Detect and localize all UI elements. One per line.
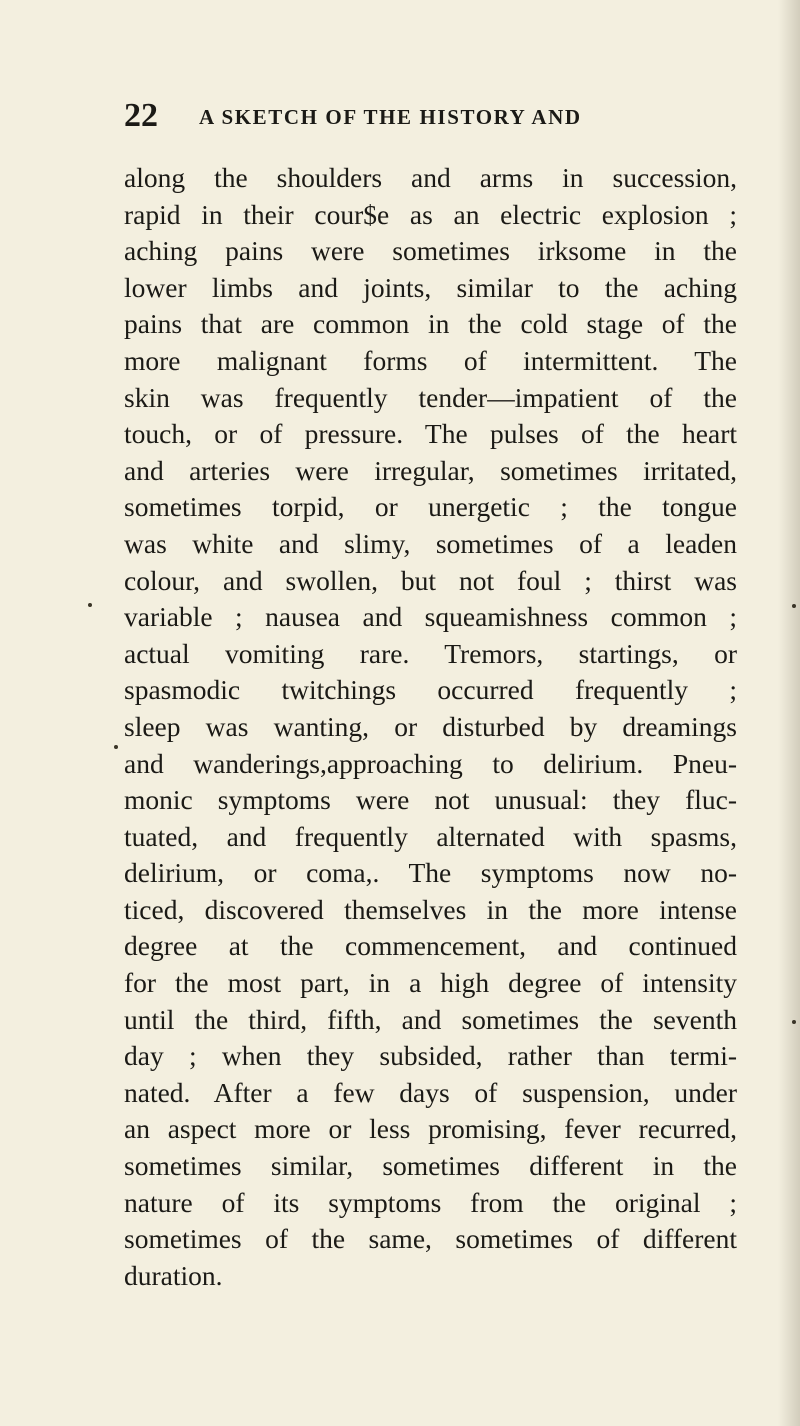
text-line: degree at the commencement, and continued [124,930,737,962]
page-header [124,96,744,136]
text-line: touch, or of pressure. The pulses of the heart [124,418,737,450]
margin-speck [792,1020,796,1024]
text-line: spasmodic twitchings occurred frequently ; [124,674,737,706]
text-line: until the third, fifth, and sometimes the seventh [124,1003,737,1035]
text-line: nated. After a few days of suspension, under [124,1076,737,1108]
text-line: an aspect more or less promising, fever recurred, [124,1113,737,1145]
text-line-last: duration. [124,1259,223,1291]
text-line: and arteries were irregular, sometimes irritated, [124,454,737,486]
margin-speck [792,604,796,608]
text-line: skin was frequently tender—impatient of the [124,381,737,413]
text-line: actual vomiting rare. Tremors, startings, or [124,637,737,669]
text-line: sometimes of the same, sometimes of different [124,1223,737,1255]
text-line: sometimes torpid, or unergetic ; the tongue [124,491,737,523]
text-line: and wanderings,approaching to delirium. Pneu- [124,747,737,779]
text-line: pains that are common in the cold stage of the [124,308,737,340]
text-line: colour, and swollen, but not foul ; thirst was [124,564,737,596]
text-line: ticed, discovered themselves in the more intense [124,893,737,925]
text-line: day ; when they subsided, rather than termi- [124,1040,737,1072]
page-edge-shadow [778,0,800,1426]
running-head: A SKETCH OF THE HISTORY AND [199,105,582,129]
body-text [124,160,737,1294]
text-line: lower limbs and joints, similar to the aching [124,271,737,303]
page-number: 22 [124,97,158,134]
text-line: sleep was wanting, or disturbed by dreamings [124,710,737,742]
text-line: more malignant forms of intermittent. The [124,344,737,376]
text-line: was white and slimy, sometimes of a leaden [124,527,737,559]
text-line: rapid in their cour$e as an electric explosion ; [124,198,737,230]
text-line: monic symptoms were not unusual: they fluc- [124,784,737,816]
text-line: for the most part, in a high degree of intensity [124,967,737,999]
text-line: variable ; nausea and squeamishness common ; [124,601,737,633]
text-line: aching pains were sometimes irksome in the [124,235,737,267]
text-line: sometimes similar, sometimes different in the [124,1150,737,1182]
text-line: nature of its symptoms from the original ; [124,1186,737,1218]
margin-speck [88,603,92,607]
text-line: delirium, or coma,. The symptoms now no- [124,857,737,889]
text-line: tuated, and frequently alternated with spasms, [124,820,737,852]
text-line: along the shoulders and arms in succession, [124,162,737,193]
margin-speck [114,745,118,749]
